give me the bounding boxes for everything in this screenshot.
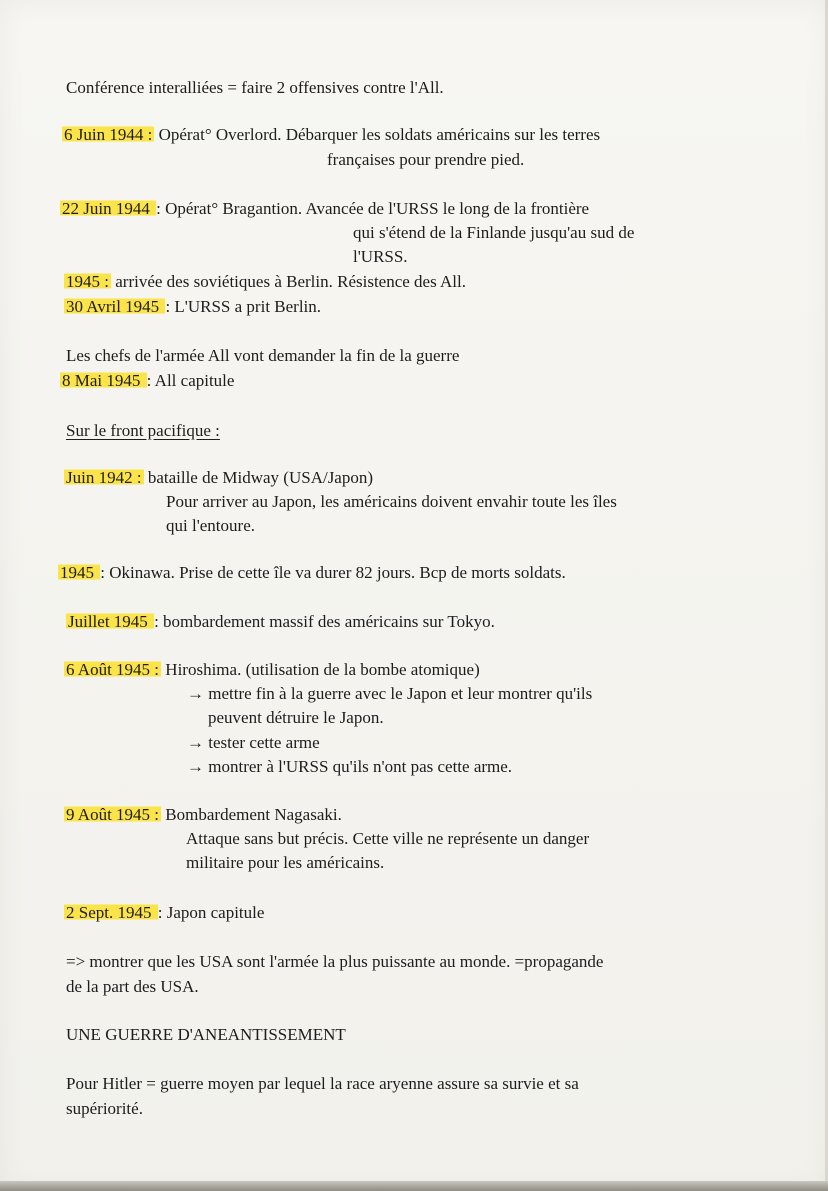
line-text: qui s'étend de la Finlande jusqu'au sud de bbox=[353, 223, 635, 242]
line-text: → montrer à l'URSS qu'ils n'ont pas cette arme. bbox=[187, 757, 513, 776]
line-text: Conférence interalliées = faire 2 offensives contre l'All. bbox=[66, 78, 444, 97]
text-line bbox=[62, 124, 600, 146]
highlighted-date: 2 Sept. 1945 bbox=[66, 903, 156, 922]
text-line bbox=[208, 707, 384, 729]
text-line bbox=[64, 271, 466, 293]
line-text: Bombardement Nagasaki. bbox=[161, 805, 342, 824]
line-text: l'URSS. bbox=[353, 247, 408, 266]
text-line bbox=[66, 1073, 579, 1095]
highlighted-date: 30 Avril 1945 bbox=[66, 297, 164, 316]
line-text: Les chefs de l'armée All vont demander la fin de la guerre bbox=[66, 346, 460, 365]
text-line bbox=[66, 611, 495, 633]
text-line bbox=[64, 467, 373, 489]
line-text: militaire pour les américains. bbox=[186, 853, 385, 872]
paper-edge bbox=[0, 1181, 828, 1191]
text-line bbox=[187, 756, 512, 778]
text-line bbox=[60, 370, 234, 392]
text-line bbox=[186, 828, 589, 850]
highlighted-date: 1945 : bbox=[66, 272, 109, 291]
text-line bbox=[66, 976, 199, 998]
text-line bbox=[64, 804, 342, 826]
text-line bbox=[64, 902, 264, 924]
text-line bbox=[166, 491, 617, 513]
line-text: supériorité. bbox=[66, 1099, 143, 1118]
text-line bbox=[66, 345, 459, 367]
line-text: : All capitule bbox=[146, 371, 235, 390]
line-text: : L'URSS a prit Berlin. bbox=[165, 297, 322, 316]
text-line bbox=[64, 659, 480, 681]
text-line bbox=[60, 198, 589, 220]
highlighted-date: Juin 1942 : bbox=[66, 468, 142, 487]
section-heading bbox=[66, 1024, 346, 1046]
line-text: qui l'entoure. bbox=[166, 516, 255, 535]
line-text: : bombardement massif des américains sur Tokyo. bbox=[154, 612, 495, 631]
line-text: françaises pour prendre pied. bbox=[327, 150, 525, 169]
line-text: peuvent détruire le Japon. bbox=[208, 708, 384, 727]
text-line bbox=[353, 222, 634, 244]
text-line bbox=[66, 77, 444, 99]
highlighted-date: 8 Mai 1945 bbox=[62, 371, 145, 390]
text-line bbox=[66, 1098, 143, 1120]
text-line bbox=[66, 951, 603, 973]
line-text: de la part des USA. bbox=[66, 977, 199, 996]
highlighted-date: 6 Août 1945 : bbox=[66, 660, 160, 679]
line-text: Attaque sans but précis. Cette ville ne représente un danger bbox=[186, 829, 590, 848]
line-text: bataille de Midway (USA/Japon) bbox=[143, 468, 374, 487]
section-heading bbox=[66, 420, 220, 442]
text-line bbox=[327, 149, 524, 171]
line-text: Sur le front pacifique : bbox=[66, 421, 220, 440]
highlighted-date: 22 Juin 1944 bbox=[62, 199, 155, 218]
line-text: → tester cette arme bbox=[187, 733, 320, 752]
line-text: => montrer que les USA sont l'armée la plus puissante au monde. =propagande bbox=[66, 952, 604, 971]
line-text: : Japon capitule bbox=[157, 903, 265, 922]
text-line bbox=[166, 515, 255, 537]
line-text: Pour arriver au Japon, les américains doivent envahir toute les îles bbox=[166, 492, 617, 511]
text-line bbox=[186, 852, 384, 874]
line-text: UNE GUERRE D'ANEANTISSEMENT bbox=[66, 1025, 346, 1044]
line-text: arrivée des soviétiques à Berlin. Résistence des All. bbox=[110, 272, 467, 291]
line-text: → mettre fin à la guerre avec le Japon et leur montrer qu'ils bbox=[187, 684, 593, 703]
line-text: Hiroshima. (utilisation de la bombe atomique) bbox=[161, 660, 480, 679]
line-text: : Opérat° Bragantion. Avancée de l'URSS le long de la frontière bbox=[156, 199, 590, 218]
highlighted-date: 1945 bbox=[60, 563, 99, 582]
highlighted-date: Juillet 1945 bbox=[68, 612, 153, 631]
highlighted-date: 9 Août 1945 : bbox=[66, 805, 160, 824]
text-line bbox=[353, 246, 408, 268]
line-text: : Okinawa. Prise de cette île va durer 82 jours. Bcp de morts soldats. bbox=[100, 563, 566, 582]
line-text: Opérat° Overlord. Débarquer les soldats américains sur les terres bbox=[154, 125, 601, 144]
text-line bbox=[64, 296, 321, 318]
highlighted-date: 6 Juin 1944 : bbox=[64, 125, 153, 144]
text-line bbox=[187, 683, 592, 705]
text-line bbox=[187, 732, 320, 754]
line-text: Pour Hitler = guerre moyen par lequel la race aryenne assure sa survie et sa bbox=[66, 1074, 579, 1093]
text-line bbox=[58, 562, 566, 584]
